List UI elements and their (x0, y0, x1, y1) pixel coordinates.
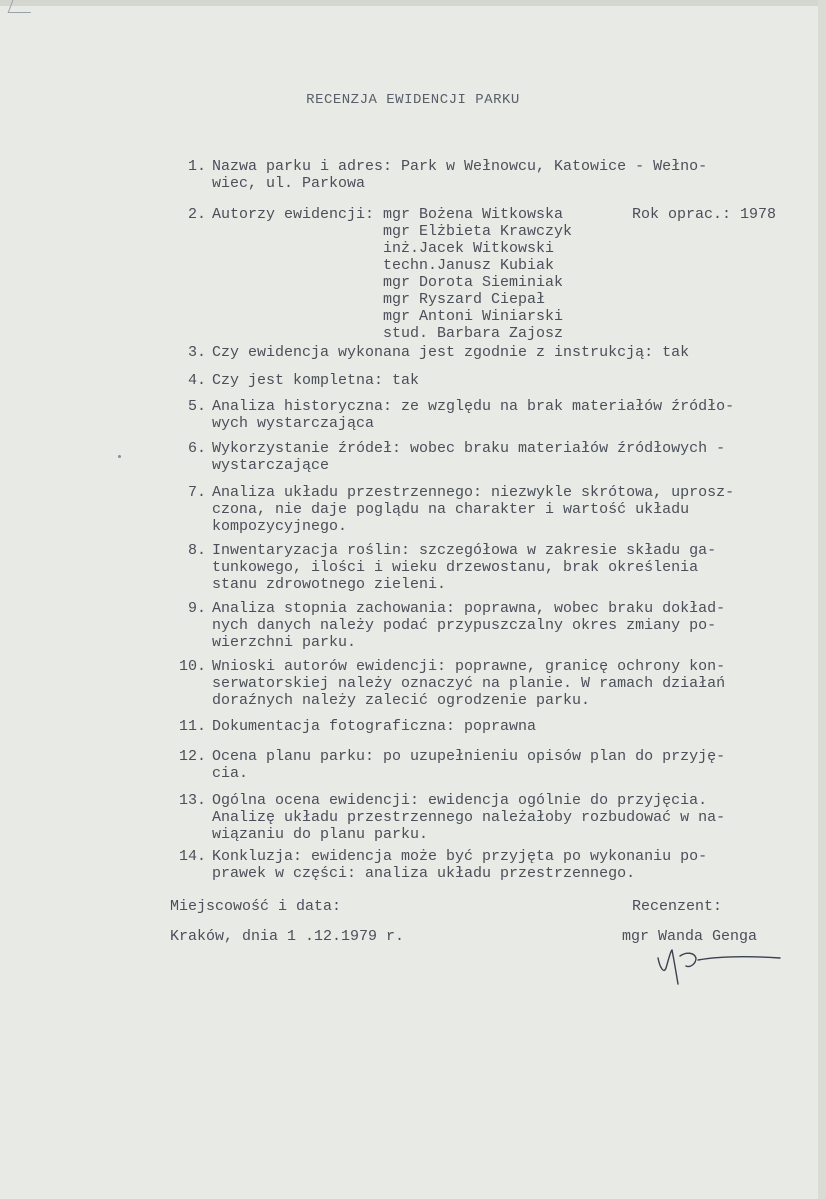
item-line: Nazwa parku i adres: Park w Wełnowcu, Katowice - Wełno- (212, 158, 708, 175)
item-body (212, 792, 790, 843)
item-line: Analiza stopnia zachowania: poprawna, wobec braku dokład- (212, 600, 726, 617)
item-number: 8. (187, 542, 206, 559)
item-line: Wnioski autorów ewidencji: poprawne, granicę ochrony kon- (212, 658, 726, 675)
author-name: inż.Jacek Witkowski (383, 240, 555, 257)
author-name: mgr Bożena Witkowska (383, 206, 564, 223)
review-item (170, 848, 790, 882)
review-item (170, 440, 790, 474)
item-line: wych wystarczająca (212, 415, 375, 432)
review-item (170, 658, 790, 709)
author-name: stud. Barbara Zajosz (383, 325, 564, 342)
item-number: 13. (178, 792, 206, 809)
item-number: 11. (178, 718, 206, 735)
item-line: wiec, ul. Parkowa (212, 175, 366, 192)
author-name: techn.Janusz Kubiak (383, 257, 555, 274)
item-line: Dokumentacja fotograficzna: poprawna (212, 718, 537, 735)
review-item (170, 206, 790, 342)
item-line: wiązaniu do planu parku. (212, 826, 429, 843)
author-name: mgr Ryszard Ciepał (383, 291, 546, 308)
item-number: 14. (178, 848, 206, 865)
item-line: Wykorzystanie źródeł: wobec braku materiałów źródłowych - (212, 440, 726, 457)
item-body (212, 718, 790, 735)
item-line: prawek w części: analiza układu przestrzennego. (212, 865, 636, 882)
place-date-label: Miejscowość i data: (170, 898, 342, 915)
item-body (212, 344, 790, 361)
authors-label: Autorzy ewidencji: (212, 206, 375, 223)
author-name: mgr Antoni Winiarski (383, 308, 564, 325)
place-date-value: Kraków, dnia 1 .12.1979 r. (170, 928, 405, 945)
review-item (170, 600, 790, 651)
item-line: Analiza historyczna: ze względu na brak materiałów źródło- (212, 398, 735, 415)
item-number: 7. (187, 484, 206, 501)
item-line: nych danych należy podać przypuszczalny okres zmiany po- (212, 617, 717, 634)
item-number: 12. (178, 748, 206, 765)
item-line: serwatorskiej należy oznaczyć na planie. W ramach działań (212, 675, 726, 692)
item-body (212, 748, 790, 782)
item-line: wierzchni parku. (212, 634, 357, 651)
review-item (170, 792, 790, 843)
reviewer-label: Recenzent: (632, 898, 723, 915)
item-body (212, 398, 790, 432)
review-item (170, 372, 790, 389)
item-line: Ogólna ocena ewidencji: ewidencja ogólnie do przyjęcia. (212, 792, 708, 809)
handwritten-signature (650, 938, 790, 988)
page-edge-right (818, 0, 826, 1199)
document-title: RECENZJA EWIDENCJI PARKU (306, 92, 520, 108)
item-line: tunkowego, ilości i wieku drzewostanu, brak określenia (212, 559, 699, 576)
item-number: 1. (187, 158, 206, 175)
review-item (170, 542, 790, 593)
item-line: stanu zdrowotnego zieleni. (212, 576, 447, 593)
review-item (170, 748, 790, 782)
item-body (212, 206, 790, 342)
item-number: 9. (187, 600, 206, 617)
item-line: Analiza układu przestrzennego: niezwykle skrótowa, uprosz- (212, 484, 735, 501)
item-body (212, 600, 790, 651)
review-item (170, 484, 790, 535)
item-number: 4. (187, 372, 206, 389)
review-item (170, 398, 790, 432)
item-number: 3. (187, 344, 206, 361)
item-body (212, 372, 790, 389)
item-number: 2. (187, 206, 206, 223)
item-body (212, 484, 790, 535)
reviewer-name: mgr Wanda Genga (622, 928, 758, 945)
item-body (212, 848, 790, 882)
page-edge-top (0, 0, 826, 6)
item-line: Czy ewidencja wykonana jest zgodnie z instrukcją: tak (212, 344, 690, 361)
author-name: mgr Elżbieta Krawczyk (383, 223, 573, 240)
item-number: 6. (187, 440, 206, 457)
item-body (212, 542, 790, 593)
item-line: kompozycyjnego. (212, 518, 348, 535)
review-item (170, 344, 790, 361)
item-number: 5. (187, 398, 206, 415)
corner-mark (8, 0, 36, 13)
review-item (170, 158, 790, 192)
year-of-preparation: Rok oprac.: 1978 (632, 206, 777, 223)
item-body (212, 158, 790, 192)
review-item (170, 718, 790, 735)
item-line: Analizę układu przestrzennego należałoby rozbudować w na- (212, 809, 726, 826)
item-body (212, 658, 790, 709)
item-line: czona, nie daje poglądu na charakter i wartość układu (212, 501, 690, 518)
author-name: mgr Dorota Sieminiak (383, 274, 564, 291)
item-line: Inwentaryzacja roślin: szczegółowa w zakresie składu ga- (212, 542, 717, 559)
item-line: Czy jest kompletna: tak (212, 372, 420, 389)
item-line: cia. (212, 765, 249, 782)
margin-speck (118, 455, 121, 458)
item-line: wystarczające (212, 457, 330, 474)
item-line: Konkluzja: ewidencja może być przyjęta po wykonaniu po- (212, 848, 708, 865)
item-line: doraźnych należy zalecić ogrodzenie parku. (212, 692, 591, 709)
item-body (212, 440, 790, 474)
item-line: Ocena planu parku: po uzupełnieniu opisów plan do przyję- (212, 748, 726, 765)
item-number: 10. (178, 658, 206, 675)
